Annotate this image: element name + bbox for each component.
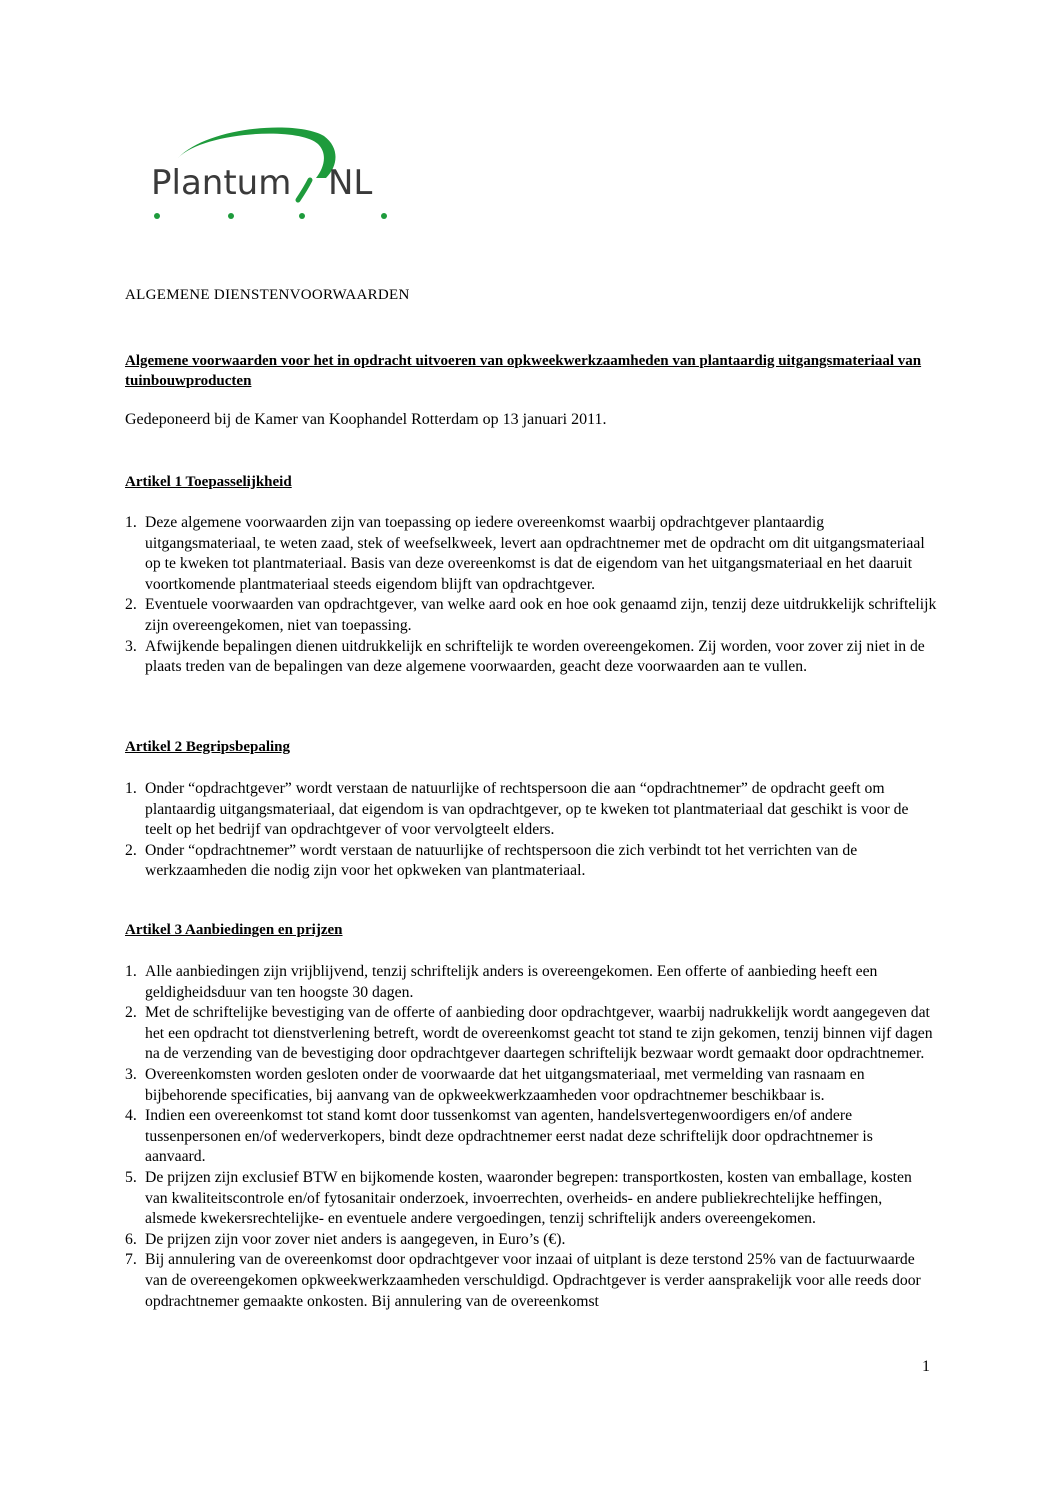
list-item — [125, 841, 937, 882]
list-item-number: 1. — [125, 514, 137, 531]
logo-slash — [298, 180, 310, 200]
list-item — [125, 1168, 937, 1230]
list-item-number: 7. — [125, 1251, 137, 1269]
document-subtitle: Algemene voorwaarden voor het in opdracht uitvoeren van opkweekwerkzaamheden van plantaardig uitgangsmateriaal van tuinbouwproducten — [125, 353, 922, 389]
list-item — [125, 779, 937, 841]
list-item-number: 2. — [125, 596, 137, 614]
list-item-text: Met de schriftelijke bevestiging van de offerte of aanbieding door opdrachtgever, waarbij nadrukkelijk wordt aangegeven dat het een opdracht tot dienstverlening betreft, wordt de overeenkomst geacht tot stand te zijn gekomen, tenzij binnen vijf dagen na de verzending van de bevestiging door opdrachtgever daartegen schriftelijk bezwaar wordt gemaakt door opdrachtnemer. — [145, 1004, 933, 1063]
list-item-number: 6. — [125, 1230, 137, 1248]
list-item-number: 1. — [125, 963, 137, 980]
list-item-text: De prijzen zijn voor zover niet anders is aangegeven, in Euro’s (€). — [145, 1230, 566, 1248]
list-item-text: Indien een overeenkomst tot stand komt door tussenkomst van agenten, handelsvertegenwoordigers en/of andere tussenpersonen en/of wederverkopers, bindt deze opdrachtnemer eerst nadat deze schriftelijk door opdrachtnemer is aanvaard. — [145, 1107, 873, 1166]
list-item-number: 4. — [125, 1107, 137, 1125]
plantum-nl-logo — [148, 126, 410, 226]
list-item-number: 3. — [125, 1065, 137, 1083]
article-3-list — [125, 962, 937, 1312]
plantum-nl-logo-graphic — [148, 126, 410, 226]
list-item — [125, 513, 937, 595]
list-item — [125, 1230, 937, 1251]
list-item-text: Overeenkomsten worden gesloten onder de voorwaarde dat het uitgangsmateriaal, met vermelding van rasnaam en bijbehorende specificaties, bij aanvang van de opkweekwerkzaamheden voor opdrachtnemer beschikbaar is. — [145, 1065, 865, 1104]
list-item — [125, 637, 937, 678]
document-title: ALGEMENE DIENSTENVOORWAARDEN — [125, 287, 410, 303]
list-item-text: Onder “opdrachtgever” wordt verstaan de natuurlijke of rechtspersoon die aan “opdrachtnemer” de opdracht geeft om plantaardig uitgangsmateriaal, dat eigendom is van opdrachtgever, op te kweken tot plantmateriaal dat geschikt is voor de teelt op het bedrijf van opdrachtgever of voor vervolgteelt elders. — [145, 780, 909, 839]
list-item-number: 3. — [125, 637, 137, 655]
deposit-note: Gedeponeerd bij de Kamer van Koophandel Rotterdam op 13 januari 2011. — [125, 411, 607, 428]
list-item-text: De prijzen zijn exclusief BTW en bijkomende kosten, waaronder begrepen: transportkosten, kosten van emballage, kosten van kwaliteitscontrole en/of fytosanitair onderzoek, invoerrechten, overheids- en andere publiekrechtelijke heffingen, alsmede kwekersrechtelijke- en eventuele andere vergoedingen, tenzij schriftelijk anders overeengekomen. — [145, 1168, 912, 1228]
article-3-heading: Artikel 3 Aanbiedingen en prijzen — [125, 922, 343, 938]
logo-text-main: Plantum — [151, 163, 292, 203]
article-2-heading: Artikel 2 Begripsbepaling — [125, 739, 291, 755]
list-item — [125, 1250, 937, 1312]
logo-text-suffix: NL — [328, 163, 373, 203]
article-1-heading: Artikel 1 Toepasselijkheid — [125, 474, 292, 490]
logo-dot — [381, 213, 387, 219]
list-item-text: Onder “opdrachtnemer” wordt verstaan de natuurlijke of rechtspersoon die zich verbindt tot het verrichten van de werkzaamheden die nodig zijn voor het opkweken van plantmateriaal. — [145, 841, 858, 880]
list-item-text: Deze algemene voorwaarden zijn van toepassing op iedere overeenkomst waarbij opdrachtgever plantaardig uitgangsmateriaal, te weten zaad, stek of weefselkweek, levert aan opdrachtnemer met de opdracht om dit uitgangsmateriaal op te kweken tot plantmateriaal. Basis van deze overeenkomst is dat de eigendom van het uitgangsmateriaal en het daaruit voortkomende plantmateriaal steeds eigendom blijft van opdrachtgever. — [145, 514, 925, 593]
list-item-text: Bij annulering van de overeenkomst door opdrachtgever voor inzaai of uitplant is deze terstond 25% van de factuurwaarde van de overeengekomen opkweekwerkzaamheden verschuldigd. Opdrachtgever is verder aansprakelijk voor alle reeds door opdrachtnemer gemaakte onkosten. Bij annulering van de overeenkomst — [145, 1251, 921, 1310]
logo-dot — [228, 213, 234, 219]
list-item — [125, 962, 937, 1003]
list-item — [125, 1106, 937, 1168]
list-item-text: Eventuele voorwaarden van opdrachtgever, van welke aard ook en hoe ook genaamd zijn, tenzij deze uitdrukkelijk schriftelijk zijn overeengekomen, niet van toepassing. — [145, 596, 937, 634]
article-1-list — [125, 513, 937, 678]
list-item — [125, 595, 937, 636]
list-item-number: 2. — [125, 1004, 137, 1022]
list-item — [125, 1003, 937, 1065]
logo-dot — [154, 213, 160, 219]
list-item-number: 1. — [125, 780, 137, 797]
article-2-list — [125, 779, 937, 882]
list-item-text: Afwijkende bepalingen dienen uitdrukkelijk en schriftelijk te worden overeengekomen. Zij worden, voor zover zij niet in de plaats treden van de bepalingen van deze algemene voorwaarden, geacht deze voorwaarden aan te vullen. — [145, 637, 925, 676]
logo-dot — [299, 213, 305, 219]
list-item-number: 5. — [125, 1168, 137, 1186]
list-item-text: Alle aanbiedingen zijn vrijblijvend, tenzij schriftelijk anders is overeengekomen. Een offerte of aanbieding heeft een geldigheidsduur van ten hoogste 30 dagen. — [145, 963, 878, 1001]
list-item-number: 2. — [125, 841, 137, 859]
list-item — [125, 1065, 937, 1106]
page-number: 1 — [922, 1358, 930, 1375]
